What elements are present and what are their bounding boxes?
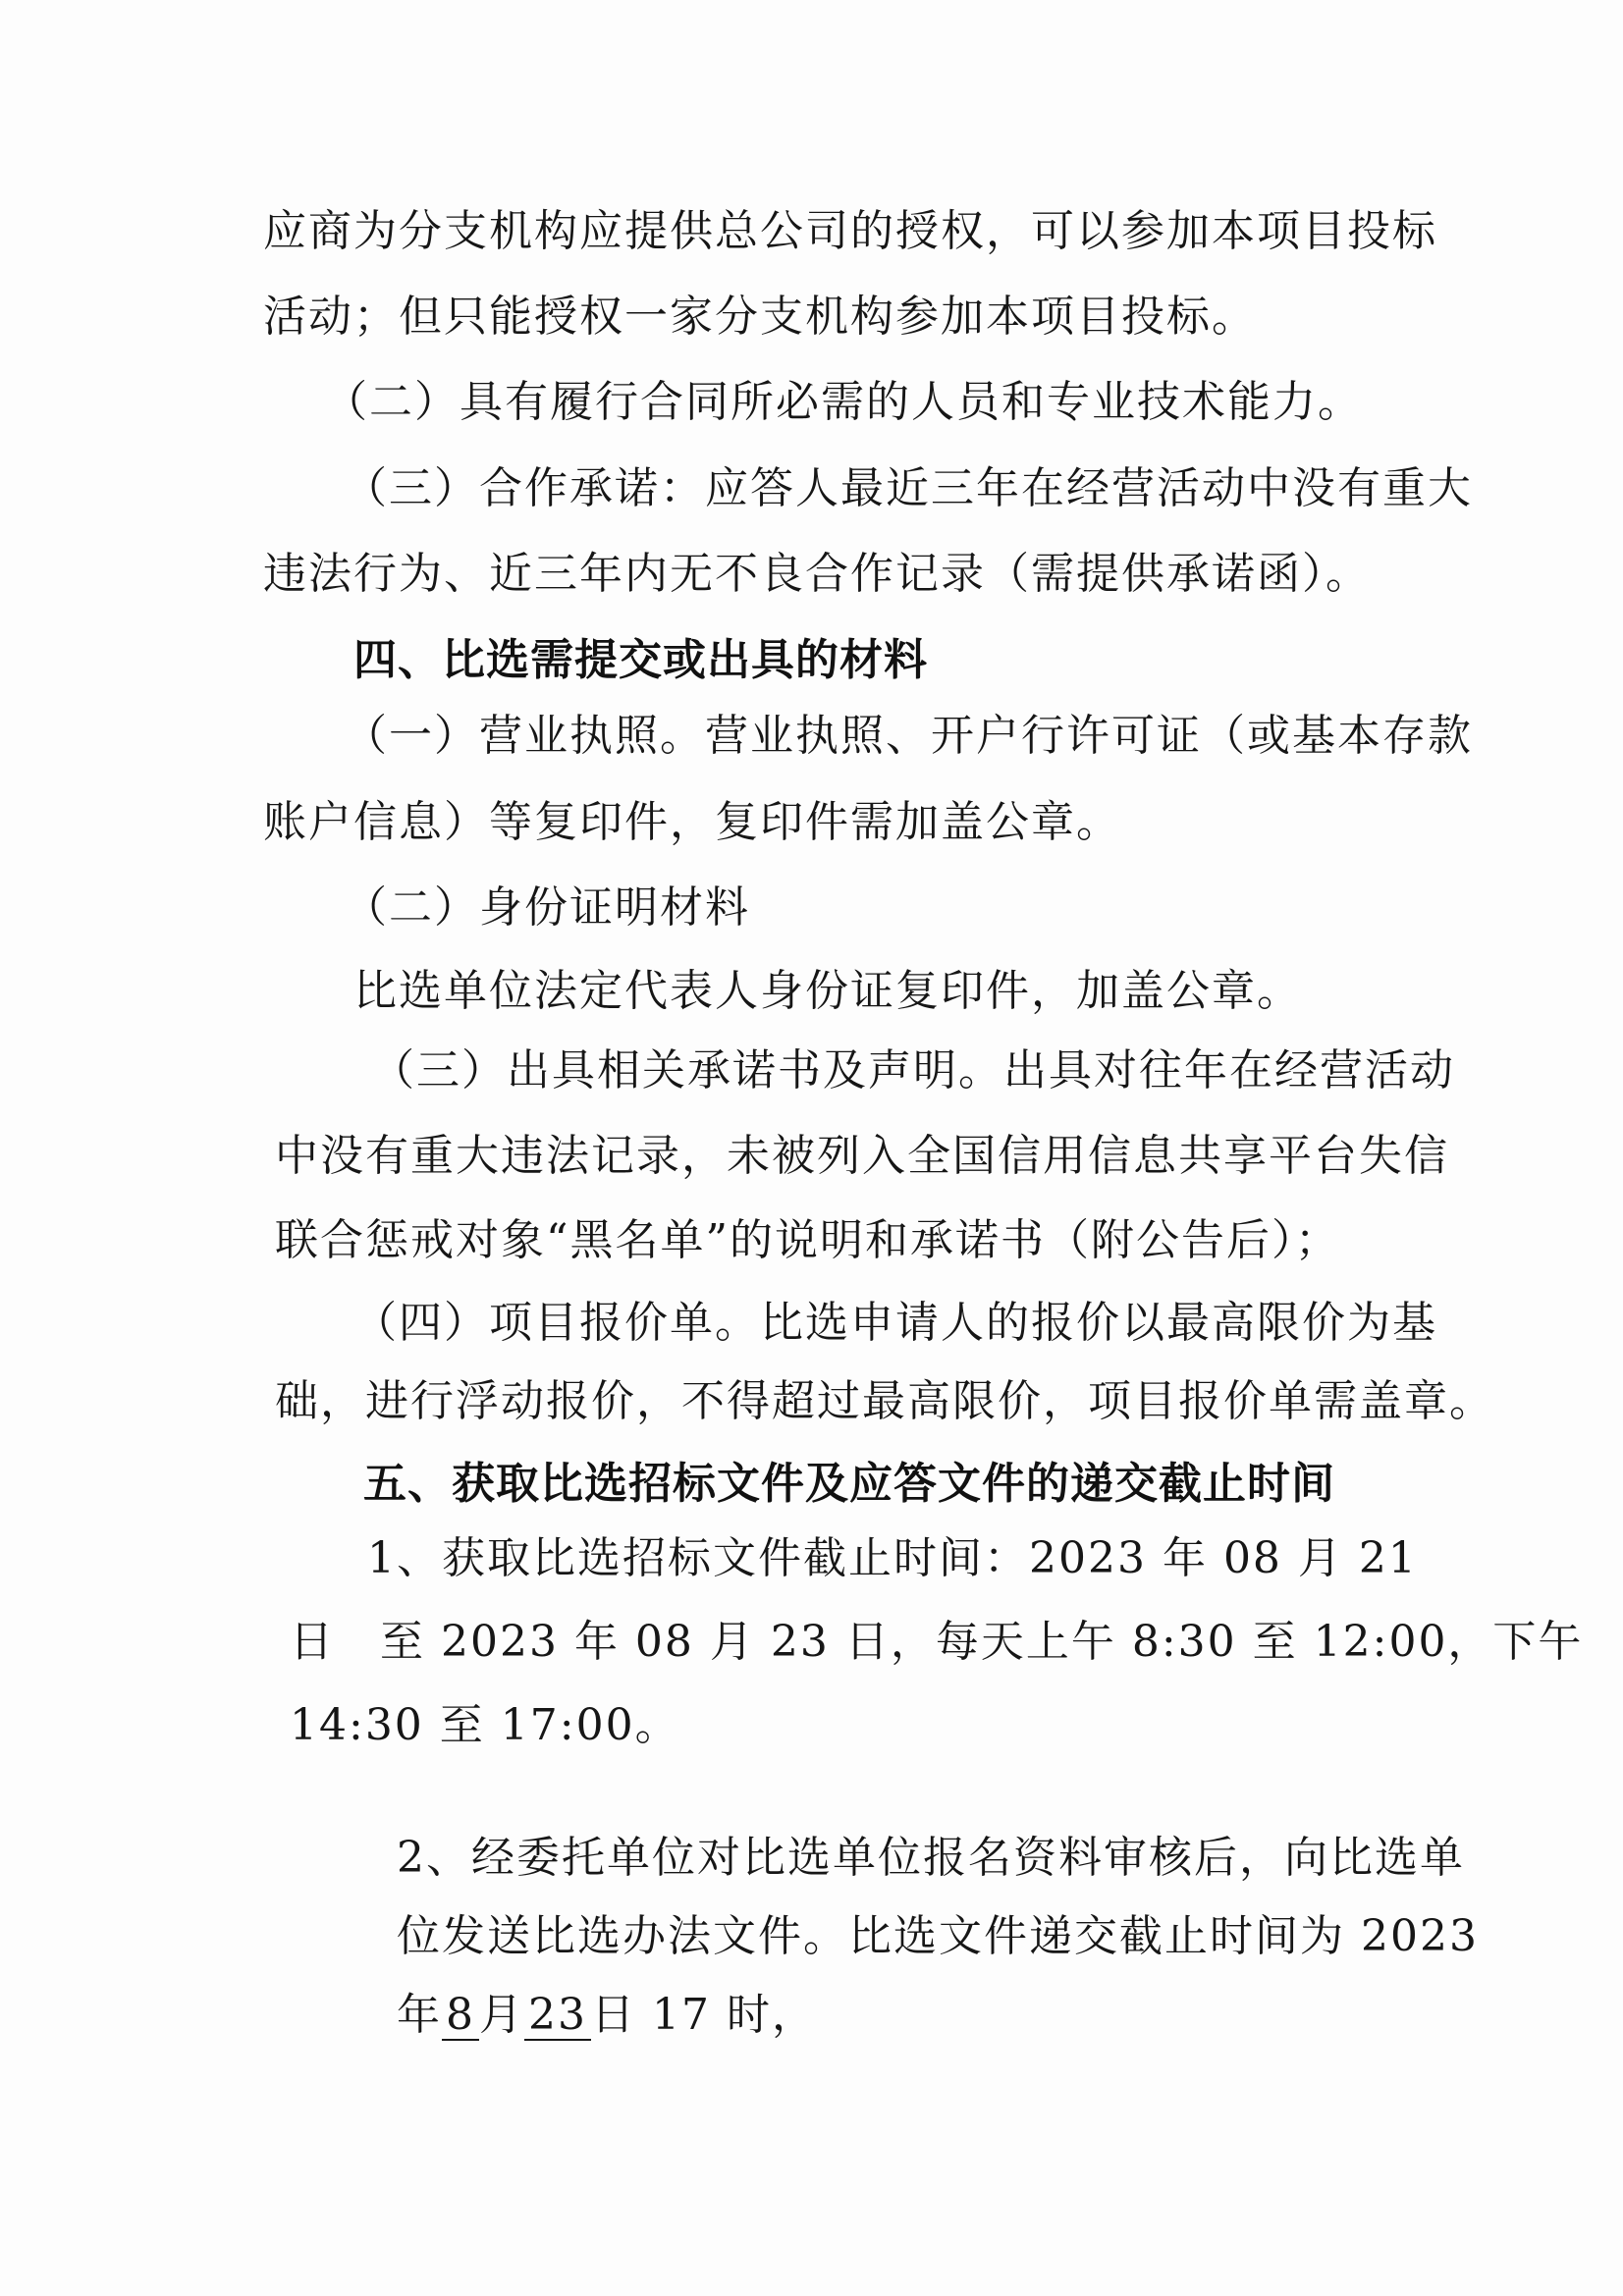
text-line-8: 账户信息）等复印件，复印件需加盖公章。 (263, 797, 1121, 847)
text-line-20: 2、经委托单位对比选单位报名资料审核后，向比选单 (397, 1833, 1465, 1883)
text-line-22 (397, 1988, 817, 2043)
text-line-3: （二）具有履行合同所必需的人员和专业技术能力。 (324, 377, 1363, 427)
text-line-18: 日 至 2023 年 08 月 23 日，每天上午 8:30 至 12:00，下午 (290, 1617, 1584, 1667)
text-line-19: 14:30 至 17:00。 (290, 1700, 680, 1750)
text-line-15: 础，进行浮动报价，不得超过最高限价，项目报价单需盖章。 (275, 1376, 1494, 1426)
section-heading-5: 五、获取比选招标文件及应答文件的递交截止时间 (363, 1459, 1335, 1509)
deadline-year-char: 年 (397, 1990, 442, 2040)
text-line-5: 违法行为、近三年内无不良合作记录（需提供承诺函）。 (263, 549, 1371, 599)
text-line-12: 中没有重大违法记录，未被列入全国信用信息共享平台失信 (275, 1131, 1449, 1181)
text-line-1: 应商为分支机构应提供总公司的授权，可以参加本项目投标 (263, 206, 1437, 256)
text-line-7: （一）营业执照。营业执照、开户行许可证（或基本存款 (344, 711, 1473, 761)
deadline-month: 8 (442, 1992, 479, 2041)
text-line-4: （三）合作承诺：应答人最近三年在经营活动中没有重大 (344, 463, 1473, 513)
deadline-day: 23 (524, 1992, 591, 2041)
text-line-9: （二）身份证明材料 (344, 882, 750, 933)
text-line-13: 联合惩戒对象“黑名单”的说明和承诺书（附公告后）； (275, 1215, 1340, 1265)
deadline-month-char: 月 (479, 1990, 524, 2040)
text-line-17: 1、获取比选招标文件截止时间：2023 年 08 月 21 (367, 1533, 1418, 1583)
text-line-2: 活动；但只能授权一家分支机构参加本项目投标。 (263, 292, 1257, 342)
deadline-time: 日 17 时， (591, 1990, 817, 2040)
section-heading-4: 四、比选需提交或出具的材料 (353, 635, 928, 685)
text-line-21: 位发送比选办法文件。比选文件递交截止时间为 2023 (397, 1911, 1479, 1961)
text-line-11: （三）出具相关承诺书及声明。出具对往年在经营活动 (371, 1045, 1455, 1095)
text-line-10: 比选单位法定代表人身份证复印件，加盖公章。 (353, 966, 1302, 1016)
text-line-14: （四）项目报价单。比选申请人的报价以最高限价为基 (353, 1298, 1437, 1348)
